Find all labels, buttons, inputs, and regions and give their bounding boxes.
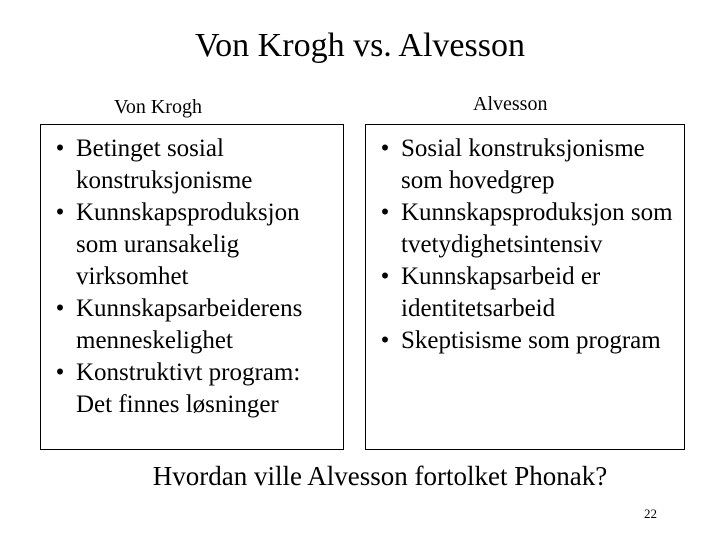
bullet-text: Betinget sosial konstruksjonisme (76, 135, 253, 194)
list-item (47, 133, 337, 197)
bullet-text: Kunnskapsproduksjon som uransakelig virksomhet (76, 199, 300, 290)
bullet-text: Konstruktivt program: Det finnes løsninger (76, 359, 301, 418)
bullet-text: Kunnskapsarbeid er identitetsarbeid (401, 263, 601, 322)
alvesson-box (365, 124, 685, 450)
bullet-icon: • (380, 199, 390, 226)
slide-title: Von Krogh vs. Alvesson (195, 27, 525, 64)
von-krogh-box (40, 124, 344, 450)
bullet-icon: • (55, 199, 65, 226)
list-item (47, 293, 337, 357)
discussion-question: Hvordan ville Alvesson fortolket Phonak? (152, 461, 608, 491)
right-column-heading: Alvesson (473, 93, 548, 115)
bullet-icon: • (55, 135, 65, 162)
list-item (47, 357, 337, 421)
bullet-icon: • (380, 327, 390, 354)
bullet-icon: • (380, 135, 390, 162)
bullet-text: Kunnskapsproduksjon som tvetydighetsintensiv (401, 199, 673, 258)
von-krogh-bullet-list (47, 133, 337, 421)
bullet-text: Sosial konstruksjonisme som hovedgrep (401, 135, 645, 194)
bullet-icon: • (380, 263, 390, 290)
left-column-heading: Von Krogh (114, 96, 202, 118)
slide-number: 22 (644, 506, 657, 521)
bullet-icon: • (55, 359, 65, 386)
list-item (47, 197, 337, 293)
list-item (372, 261, 678, 325)
list-item (372, 325, 678, 357)
list-item (372, 197, 678, 261)
bullet-icon: • (55, 295, 65, 322)
list-item (372, 133, 678, 197)
alvesson-bullet-list (372, 133, 678, 357)
bullet-text: Kunnskapsarbeiderens menneskelighet (76, 295, 303, 354)
bullet-text: Skeptisisme som program (401, 327, 661, 354)
